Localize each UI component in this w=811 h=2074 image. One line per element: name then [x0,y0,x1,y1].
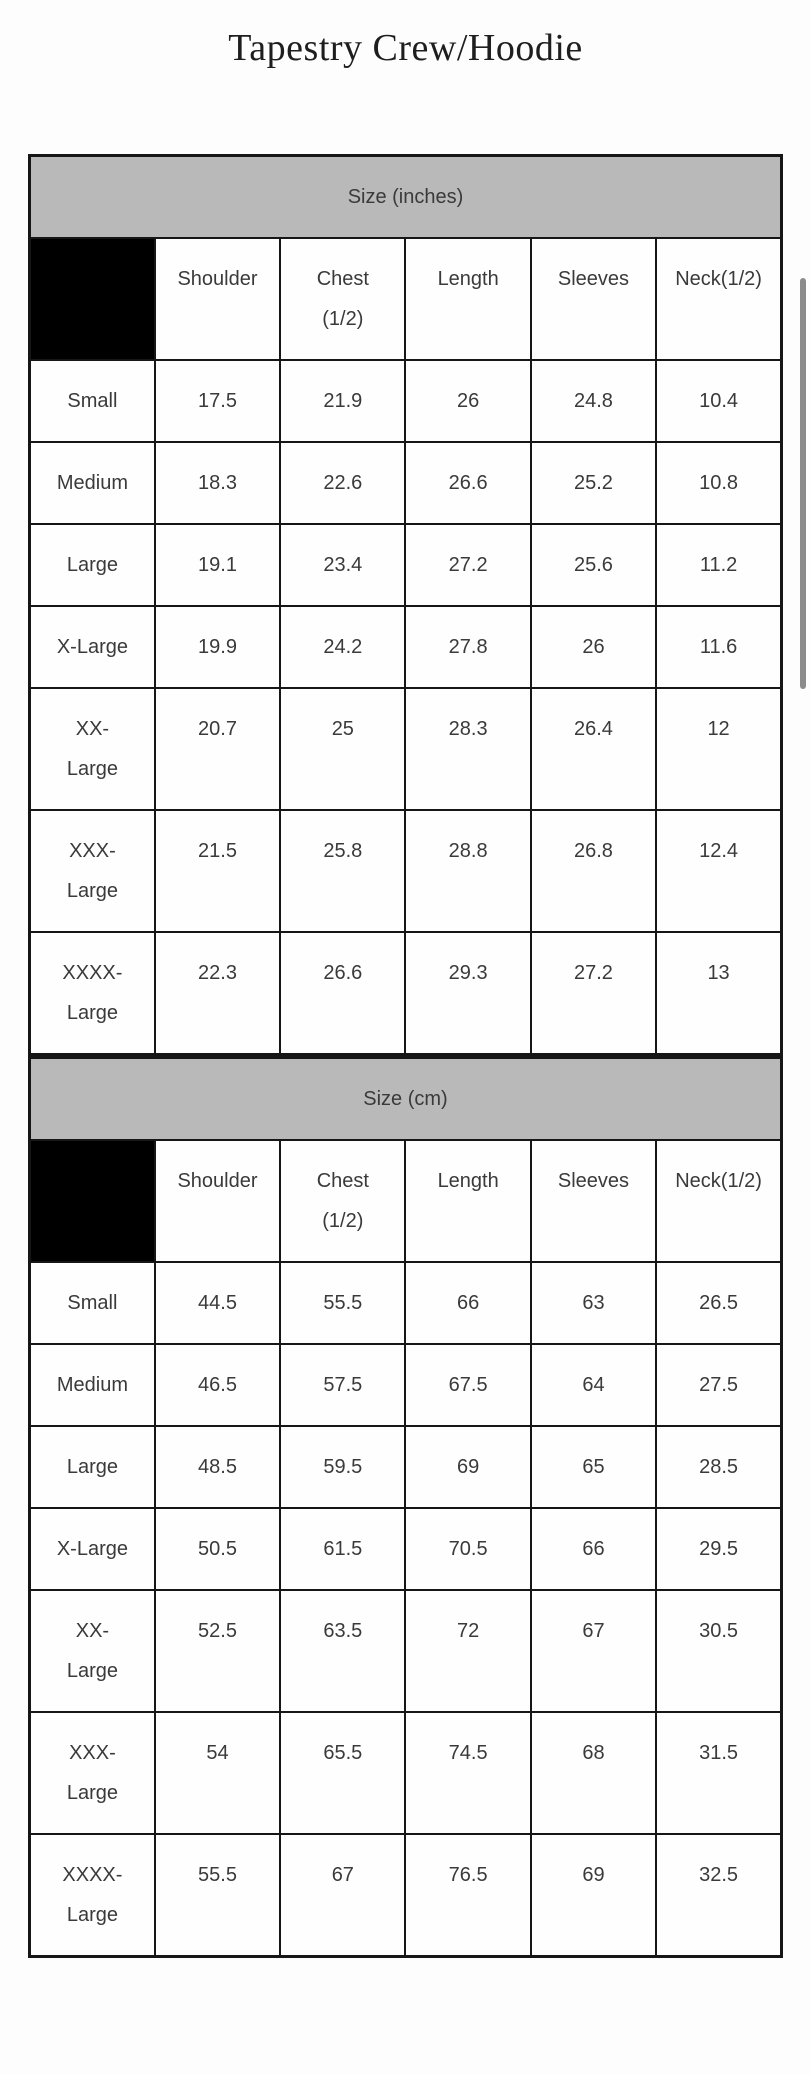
scrollbar-thumb[interactable] [800,278,806,689]
column-header [531,238,656,360]
value-cell: 31.5 [656,1712,781,1834]
size-label-cell [30,1834,155,1957]
table-row [30,932,782,1055]
column-header-label: Shoulder [177,267,258,290]
table-row [30,688,782,810]
column-header [656,1140,781,1262]
value-cell: 70.5 [405,1508,530,1590]
size-label: X-Large [56,635,128,658]
value-cell: 19.9 [155,606,280,688]
value-cell: 55.5 [280,1262,405,1344]
value-cell: 26.6 [280,932,405,1055]
size-label-cell [30,810,155,932]
value-cell: 69 [531,1834,656,1957]
value-cell: 21.9 [280,360,405,442]
table-row [30,360,782,442]
value-cell: 25.6 [531,524,656,606]
value-cell: 10.4 [656,360,781,442]
value-cell: 66 [405,1262,530,1344]
table-row [30,1834,782,1957]
value-cell: 28.3 [405,688,530,810]
value-cell: 65 [531,1426,656,1508]
value-cell: 55.5 [155,1834,280,1957]
value-cell: 61.5 [280,1508,405,1590]
value-cell: 69 [405,1426,530,1508]
value-cell: 65.5 [280,1712,405,1834]
size-label: XXXX-Large [62,961,123,1024]
page-title: Tapestry Crew/Hoodie [228,27,583,69]
column-header-label: Neck(1/2) [675,1169,762,1192]
column-header-label: Sleeves [557,267,630,290]
value-cell: 32.5 [656,1834,781,1957]
size-label: X-Large [56,1537,128,1560]
size-label-cell [30,1426,155,1508]
value-cell: 63.5 [280,1590,405,1712]
column-header-row [30,1140,782,1262]
size-label: XXX-Large [66,839,118,902]
column-header [155,238,280,360]
size-label-cell [30,360,155,442]
size-label-cell [30,688,155,810]
value-cell: 25 [280,688,405,810]
value-cell: 63 [531,1262,656,1344]
value-cell: 11.6 [656,606,781,688]
column-header-label: Chest (1/2) [316,1169,369,1232]
value-cell: 12 [656,688,781,810]
value-cell: 76.5 [405,1834,530,1957]
value-cell: 25.8 [280,810,405,932]
value-cell: 68 [531,1712,656,1834]
column-header-label: Chest (1/2) [316,267,369,330]
size-label: Medium [56,471,128,494]
value-cell: 57.5 [280,1344,405,1426]
size-label: Small [67,389,118,412]
size-label-cell [30,1344,155,1426]
size-label: Large [66,553,118,576]
value-cell: 20.7 [155,688,280,810]
column-header [531,1140,656,1262]
size-table-inches [28,154,783,1056]
value-cell: 44.5 [155,1262,280,1344]
value-cell: 29.3 [405,932,530,1055]
size-label-cell [30,442,155,524]
value-cell: 26 [405,360,530,442]
table-row [30,1712,782,1834]
value-cell: 50.5 [155,1508,280,1590]
section-title: Size (inches) [30,155,782,238]
value-cell: 26 [531,606,656,688]
column-header [155,1140,280,1262]
value-cell: 48.5 [155,1426,280,1508]
value-cell: 26.5 [656,1262,781,1344]
value-cell: 10.8 [656,442,781,524]
value-cell: 28.8 [405,810,530,932]
table-row [30,524,782,606]
table-row [30,1590,782,1712]
section-header-row [30,155,782,238]
value-cell: 26.8 [531,810,656,932]
value-cell: 23.4 [280,524,405,606]
value-cell: 27.2 [405,524,530,606]
value-cell: 24.8 [531,360,656,442]
column-header-label: Sleeves [557,1169,630,1192]
section-header-row [30,1057,782,1140]
table-row [30,1344,782,1426]
table-row [30,1262,782,1344]
column-header [405,238,530,360]
size-table-cm [28,1056,783,1958]
value-cell: 13 [656,932,781,1055]
column-header-label: Neck(1/2) [675,267,762,290]
size-label: Small [67,1291,118,1314]
value-cell: 29.5 [656,1508,781,1590]
size-label-cell [30,1508,155,1590]
column-header [280,238,405,360]
corner-cell [30,1140,155,1262]
value-cell: 26.4 [531,688,656,810]
value-cell: 26.6 [405,442,530,524]
value-cell: 11.2 [656,524,781,606]
value-cell: 64 [531,1344,656,1426]
value-cell: 54 [155,1712,280,1834]
value-cell: 59.5 [280,1426,405,1508]
size-label: Medium [56,1373,128,1396]
size-label: XX-Large [66,717,118,780]
value-cell: 19.1 [155,524,280,606]
size-chart [28,154,783,1958]
value-cell: 24.2 [280,606,405,688]
size-label-cell [30,606,155,688]
value-cell: 27.2 [531,932,656,1055]
table-row [30,442,782,524]
value-cell: 30.5 [656,1590,781,1712]
column-header-label: Length [437,1169,499,1192]
table-row [30,606,782,688]
value-cell: 74.5 [405,1712,530,1834]
value-cell: 67 [280,1834,405,1957]
value-cell: 28.5 [656,1426,781,1508]
column-header [405,1140,530,1262]
value-cell: 27.8 [405,606,530,688]
size-label-cell [30,1712,155,1834]
value-cell: 66 [531,1508,656,1590]
size-label-cell [30,524,155,606]
value-cell: 12.4 [656,810,781,932]
size-label: XXXX-Large [62,1863,123,1926]
value-cell: 22.3 [155,932,280,1055]
value-cell: 52.5 [155,1590,280,1712]
value-cell: 25.2 [531,442,656,524]
value-cell: 18.3 [155,442,280,524]
size-label-cell [30,1262,155,1344]
section-title: Size (cm) [30,1057,782,1140]
size-label: XX-Large [66,1619,118,1682]
table-row [30,1508,782,1590]
corner-cell [30,238,155,360]
table-row [30,1426,782,1508]
size-label: XXX-Large [66,1741,118,1804]
value-cell: 46.5 [155,1344,280,1426]
size-label-cell [30,932,155,1055]
value-cell: 72 [405,1590,530,1712]
value-cell: 21.5 [155,810,280,932]
size-label-cell [30,1590,155,1712]
value-cell: 22.6 [280,442,405,524]
column-header-label: Length [437,267,499,290]
size-label: Large [66,1455,118,1478]
column-header-label: Shoulder [177,1169,258,1192]
column-header [280,1140,405,1262]
value-cell: 17.5 [155,360,280,442]
value-cell: 27.5 [656,1344,781,1426]
value-cell: 67 [531,1590,656,1712]
column-header-row [30,238,782,360]
column-header [656,238,781,360]
table-row [30,810,782,932]
value-cell: 67.5 [405,1344,530,1426]
